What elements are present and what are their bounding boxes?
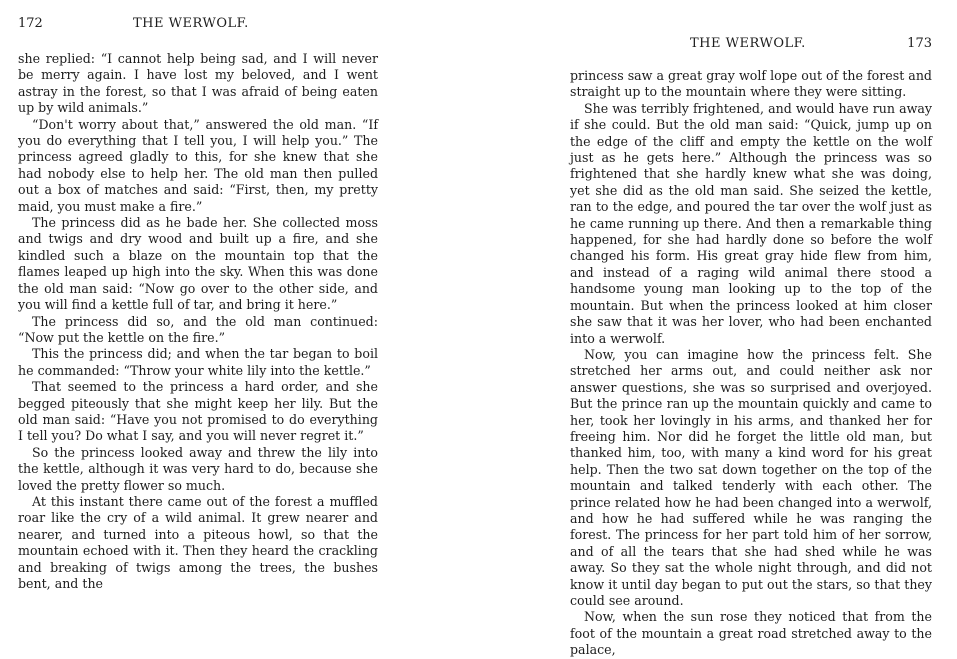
paragraph: The princess did so, and the old man continued: “Now put the kettle on the fire.” [18,313,378,345]
paragraph: At this instant there came out of the forest a muffled roar like the cry of a wild animal. It grew nearer and nearer, and turned into a piteous howl, so that the mountain echoed with it. Then they heard the crackling and breaking of twigs among the trees, the bushes bent, and the [18,493,378,591]
page-body [570,68,932,659]
running-head: THE WERWOLF. [690,36,806,51]
paragraph: “Don't worry about that,” answered the old man. “If you do everything that I tell you, I will help you.” The princess agreed gladly to this, for she knew that she had nobody else to help her. The old man then pulled out a box of matches and said: “First, then, my pretty maid, you must make a fire.” [18,116,378,214]
paragraph: she replied: “I cannot help being sad, and I will never be merry again. I have lost my beloved, and I went astray in the forest, so that I was afraid of being eaten up by wild animals.” [18,51,378,116]
running-head: THE WERWOLF. [133,16,249,31]
page-number: 173 [907,36,932,51]
paragraph: The princess did as he bade her. She collected moss and twigs and dry wood and built up a fire, and she kindled such a blaze on the mountain top that the flames leaped up high into the sky. When this was done the old man said: “Now go over to the other side, and you will find a kettle full of tar, and bring it here.” [18,215,378,313]
paragraph: So the princess looked away and threw the lily into the kettle, although it was very hard to do, because she loved the pretty flower so much. [18,444,378,493]
paragraph: This the princess did; and when the tar began to boil he commanded: “Throw your white lily into the kettle.” [18,346,378,378]
page-number: 172 [18,16,43,31]
paragraph: princess saw a great gray wolf lope out of the forest and straight up to the mountain where they were sitting. [570,68,932,100]
paragraph: Now, when the sun rose they noticed that from the foot of the mountain a great road stretched away to the palace, [570,609,932,658]
paragraph: That seemed to the princess a hard order, and she begged piteously that she might keep her lily. But the old man said: “Have you not promised to do everything I tell you? Do what I say, and you will never regret it.” [18,379,378,444]
page-body [18,51,378,592]
paragraph: She was terribly frightened, and would have run away if she could. But the old man said: “Quick, jump up on the edge of the cliff and empty the kettle on the wolf just as he gets here.” Although the princess was so frightened that she hardly knew what she was doing, yet she did as the old man said. She seized the kettle, ran to the edge, and poured the tar over the wolf just as he came running up there. And then a remarkable thing happened, for she had hardly done so before the wolf changed his form. His great gray hide flew from him, and instead of a raging wild animal there stood a handsome young man looking up to the top of the mountain. But when the princess looked at him closer she saw that it was her lover, who had been enchanted into a werwolf. [570,100,932,346]
paragraph: Now, you can imagine how the princess felt. She stretched her arms out, and could neither ask nor answer questions, she was so surprised and overjoyed. But the prince ran up the mountain quickly and came to her, took her lovingly in his arms, and thanked her for freeing him. Nor did he forget the little old man, but thanked him, too, with many a kind word for his great help. Then the two sat down together on the top of the mountain and talked tenderly with each other. The prince related how he had been changed into a werwolf, and how he had suffered while he was ranging the forest. The princess for her part told him of her sorrow, and of all the tears that she had shed while he was away. So they sat the whole night through, and did not know it until day began to put out the stars, so that they could see around. [570,346,932,608]
